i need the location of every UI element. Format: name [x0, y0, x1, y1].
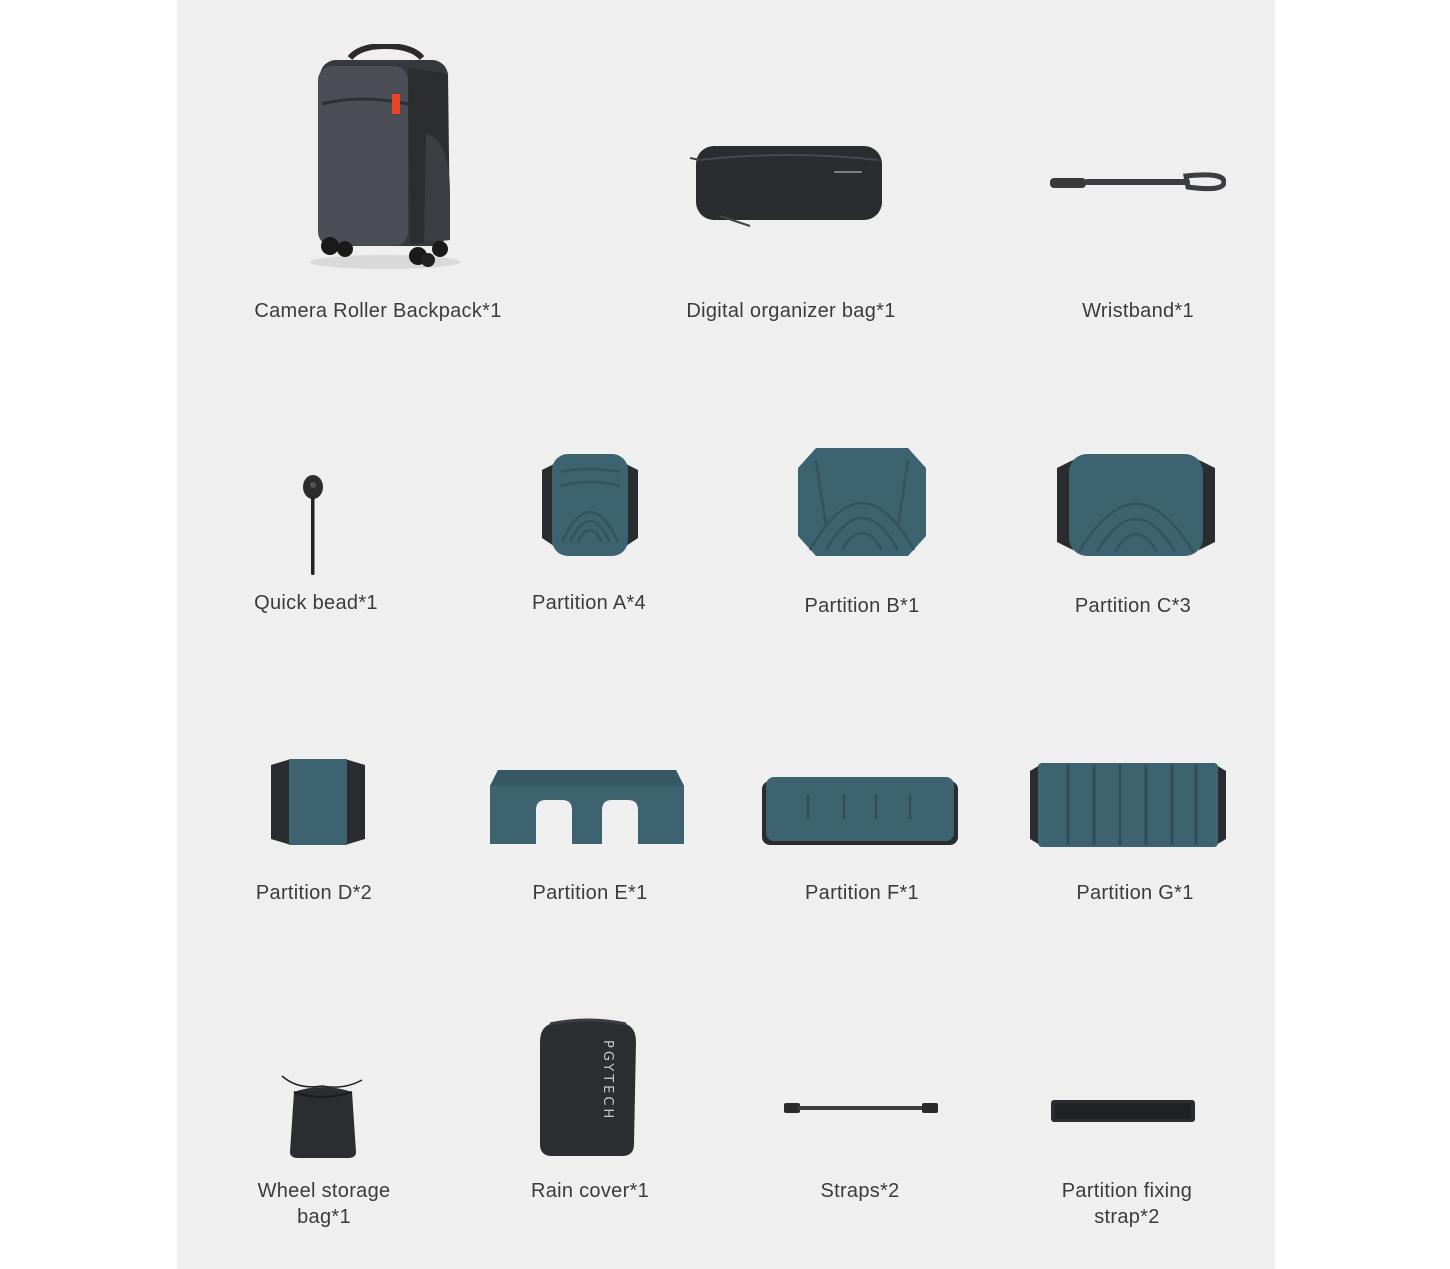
partition-e-image: [488, 768, 686, 848]
rain-cover-logo: PGYTECH: [600, 1040, 615, 1122]
label-line: Wheel storage: [257, 1180, 391, 1202]
label-line: Partition fixing: [1061, 1180, 1193, 1202]
partition-g-image: [1028, 761, 1228, 849]
item-label: Straps*2: [820, 1180, 900, 1202]
backpack-image: [300, 44, 465, 272]
item-label: Quick bead*1: [254, 592, 378, 614]
organizer-bag-image: [690, 142, 886, 230]
item-label: Digital organizer bag*1: [686, 300, 896, 322]
partition-d-image: [269, 757, 367, 847]
label-line: strap*2: [1094, 1206, 1160, 1228]
item-label: Partition B*1: [804, 595, 920, 617]
label-line: bag*1: [297, 1206, 351, 1228]
rain-cover-image: [538, 1018, 638, 1158]
item-label: Wristband*1: [1082, 300, 1194, 322]
wristband-image: [1048, 170, 1226, 196]
item-label: Partition F*1: [805, 882, 919, 904]
item-label: Camera Roller Backpack*1: [254, 300, 502, 322]
item-label: [258, 1178, 391, 1230]
partition-b-image: [796, 446, 928, 558]
item-label: Partition C*3: [1074, 595, 1192, 617]
partition-a-image: [540, 452, 640, 558]
item-label: Partition D*2: [255, 882, 373, 904]
item-label: [1062, 1178, 1192, 1230]
item-label: Partition A*4: [532, 592, 646, 614]
fixing-strap-image: [1049, 1098, 1197, 1124]
wheel-bag-image: [278, 1072, 366, 1162]
item-label: Partition G*1: [1076, 882, 1194, 904]
strap-image: [782, 1100, 940, 1116]
quick-bead-image: [300, 473, 326, 577]
item-label: Rain cover*1: [530, 1180, 650, 1202]
partition-f-image: [760, 775, 960, 849]
item-label: Partition E*1: [532, 882, 648, 904]
partition-c-image: [1055, 452, 1217, 558]
